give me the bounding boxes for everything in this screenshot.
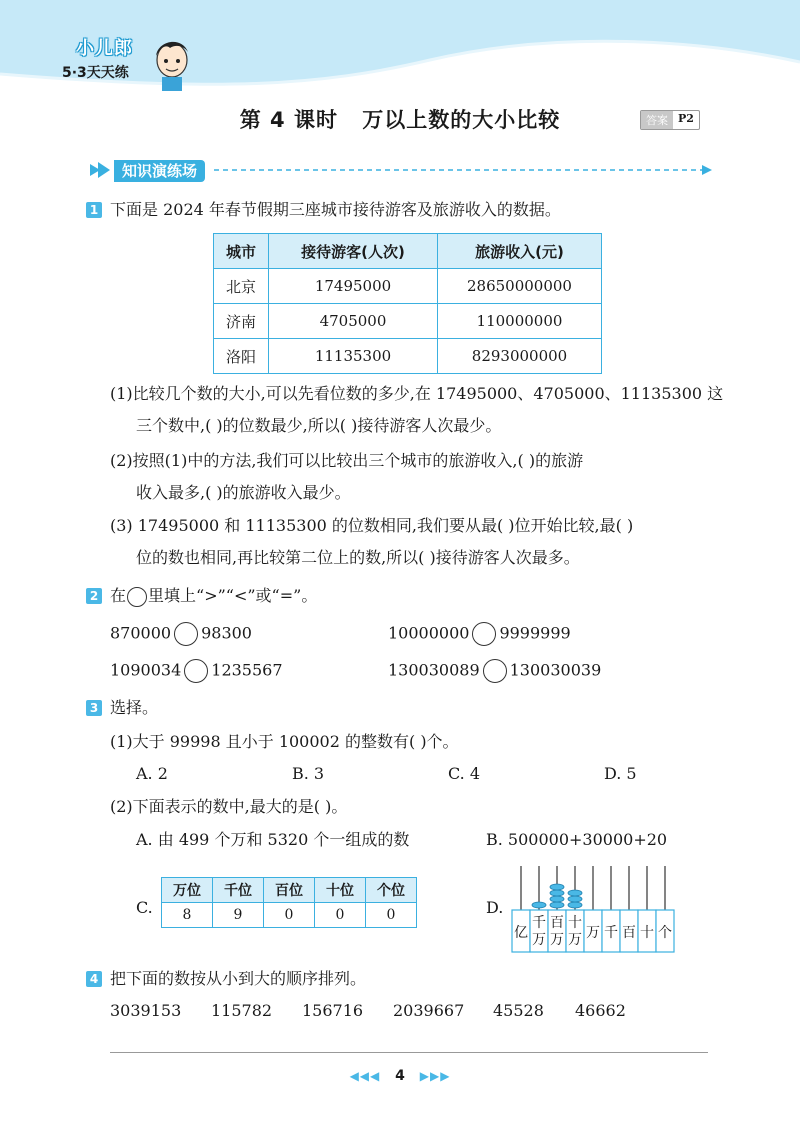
abacus-bead — [568, 902, 582, 908]
abacus-label: 千 — [532, 915, 546, 931]
table-cell: 8293000000 — [438, 339, 602, 374]
footer-divider — [110, 1052, 708, 1053]
brand-name: 小儿郎 — [76, 38, 133, 59]
answer-label: 答案 — [641, 111, 673, 129]
abacus-label: 十 — [568, 915, 582, 931]
compare-left: 870000 — [110, 623, 172, 643]
q4-number: 156716 — [302, 1001, 364, 1020]
place-value: 9 — [213, 903, 264, 928]
q4-number: 3039153 — [110, 1001, 182, 1020]
place-header: 十位 — [315, 878, 366, 903]
abacus-label: 万 — [550, 932, 564, 948]
abacus-label: 万 — [532, 932, 546, 948]
brand-sub: 5·3天天练 — [62, 65, 129, 81]
place-value: 0 — [264, 903, 315, 928]
answer-circle[interactable] — [174, 622, 198, 646]
compare-right: 98300 — [201, 623, 252, 643]
place-header: 千位 — [213, 878, 264, 903]
table-cell: 11135300 — [269, 339, 438, 374]
compare-item — [110, 622, 252, 646]
q2-prompt-start: 在 — [110, 586, 127, 605]
abacus-bead — [550, 884, 564, 890]
mascot-icon — [150, 34, 194, 92]
q3-option-b[interactable]: B. 3 — [292, 764, 325, 783]
table-row — [214, 339, 602, 374]
abacus-label: 亿 — [514, 925, 528, 941]
table-row — [214, 269, 602, 304]
page-footer — [0, 1068, 800, 1084]
q1-part1-line1[interactable]: (1)比较几个数的大小,可以先看位数的多少,在 17495000、4705000、11135300 这 — [110, 384, 724, 403]
page-number: 4 — [395, 1068, 405, 1084]
compare-right: 1235567 — [211, 660, 283, 680]
q3-sub2[interactable]: (2)下面表示的数中,最大的是( )。 — [110, 797, 348, 816]
q3-sub2-option-a[interactable]: A. 由 499 个万和 5320 个一组成的数 — [136, 830, 410, 849]
next-arrows-icon: ▶▶▶ — [419, 1069, 451, 1083]
q3-option-a[interactable]: A. 2 — [136, 764, 168, 783]
place-value: 0 — [366, 903, 417, 928]
table-cell: 洛阳 — [214, 339, 269, 374]
table-row — [214, 304, 602, 339]
q1-part3-line2[interactable]: 位的数也相同,再比较第二位上的数,所以( )接待游客人次最多。 — [136, 548, 580, 567]
abacus-label: 万 — [586, 925, 600, 941]
question-number-1: 1 — [86, 202, 102, 218]
question-number-4: 4 — [86, 971, 102, 987]
abacus-bead — [568, 890, 582, 896]
question-number-3: 3 — [86, 700, 102, 716]
q3-sub2-option-c[interactable]: C. — [136, 898, 153, 917]
q2-prompt — [110, 586, 317, 607]
compare-right: 9999999 — [499, 623, 571, 643]
table-cell: 4705000 — [269, 304, 438, 339]
answer-circle[interactable] — [472, 622, 496, 646]
lesson-title: 万以上数的大小比较 — [362, 108, 561, 132]
q3-option-c[interactable]: C. 4 — [448, 764, 481, 783]
place-header: 百位 — [264, 878, 315, 903]
table-row — [162, 903, 417, 928]
abacus-label: 十 — [640, 925, 654, 941]
place-value-table — [161, 877, 417, 928]
compare-item — [388, 622, 571, 646]
answer-tag[interactable] — [640, 110, 700, 130]
q3-sub2-option-b[interactable]: B. 500000+30000+20 — [486, 830, 668, 849]
circle-icon — [127, 587, 147, 607]
q4-number: 2039667 — [393, 1001, 465, 1020]
abacus-label: 万 — [568, 932, 582, 948]
compare-item — [110, 659, 283, 683]
q3-prompt: 选择。 — [110, 698, 159, 717]
abacus-diagram — [508, 862, 688, 956]
answer-page: P2 — [678, 112, 694, 125]
place-value: 8 — [162, 903, 213, 928]
section-label: 知识演练场 — [114, 160, 205, 182]
prev-arrows-icon: ◀◀◀ — [349, 1069, 381, 1083]
table-cell: 北京 — [214, 269, 269, 304]
q4-number: 45528 — [493, 1001, 544, 1020]
q2-prompt-end: 里填上“>”“<”或“=”。 — [148, 586, 318, 605]
abacus-bead — [568, 896, 582, 902]
question-number-2: 2 — [86, 588, 102, 604]
abacus-bead — [550, 902, 564, 908]
q1-part1-line2[interactable]: 三个数中,( )的位数最少,所以( )接待游客人次最少。 — [136, 416, 502, 435]
abacus-bead — [532, 902, 546, 908]
q3-sub1[interactable]: (1)大于 99998 且小于 100002 的整数有( )个。 — [110, 732, 459, 751]
abacus-label: 百 — [550, 915, 564, 931]
q1-part3-line1[interactable]: (3) 17495000 和 11135300 的位数相同,我们要从最( )位开始比较,最( ) — [110, 516, 634, 535]
answer-circle[interactable] — [184, 659, 208, 683]
abacus-bead — [550, 890, 564, 896]
place-header: 个位 — [366, 878, 417, 903]
table-cell: 110000000 — [438, 304, 602, 339]
abacus-bead — [550, 896, 564, 902]
q3-sub2-option-d[interactable]: D. — [486, 898, 504, 917]
q3-option-d[interactable]: D. 5 — [604, 764, 637, 783]
lesson-number: 第 4 课时 — [239, 108, 338, 132]
compare-left: 130030089 — [388, 660, 480, 680]
q1-part2-line2[interactable]: 收入最多,( )的旅游收入最少。 — [136, 483, 351, 502]
q4-prompt: 把下面的数按从小到大的顺序排列。 — [110, 969, 367, 988]
abacus-label: 百 — [622, 925, 636, 941]
q1-prompt: 下面是 2024 年春节假期三座城市接待游客及旅游收入的数据。 — [110, 200, 561, 219]
table-cell: 济南 — [214, 304, 269, 339]
q1-part2-line1[interactable]: (2)按照(1)中的方法,我们可以比较出三个城市的旅游收入,( )的旅游 — [110, 451, 584, 470]
table-header: 接待游客(人次) — [269, 234, 438, 269]
table-header: 旅游收入(元) — [438, 234, 602, 269]
q4-number: 46662 — [575, 1001, 626, 1020]
compare-right: 130030039 — [509, 660, 602, 680]
table-header: 城市 — [214, 234, 269, 269]
place-value: 0 — [315, 903, 366, 928]
table-cell: 17495000 — [269, 269, 438, 304]
q4-number: 115782 — [211, 1001, 273, 1020]
abacus-label: 千 — [604, 925, 618, 941]
table-cell: 28650000000 — [438, 269, 602, 304]
answer-circle[interactable] — [483, 659, 507, 683]
place-header: 万位 — [162, 878, 213, 903]
abacus-label: 个 — [658, 925, 672, 941]
compare-left: 1090034 — [110, 660, 182, 680]
compare-left: 10000000 — [388, 623, 470, 643]
compare-item — [388, 659, 601, 683]
q1-data-table — [213, 233, 602, 374]
